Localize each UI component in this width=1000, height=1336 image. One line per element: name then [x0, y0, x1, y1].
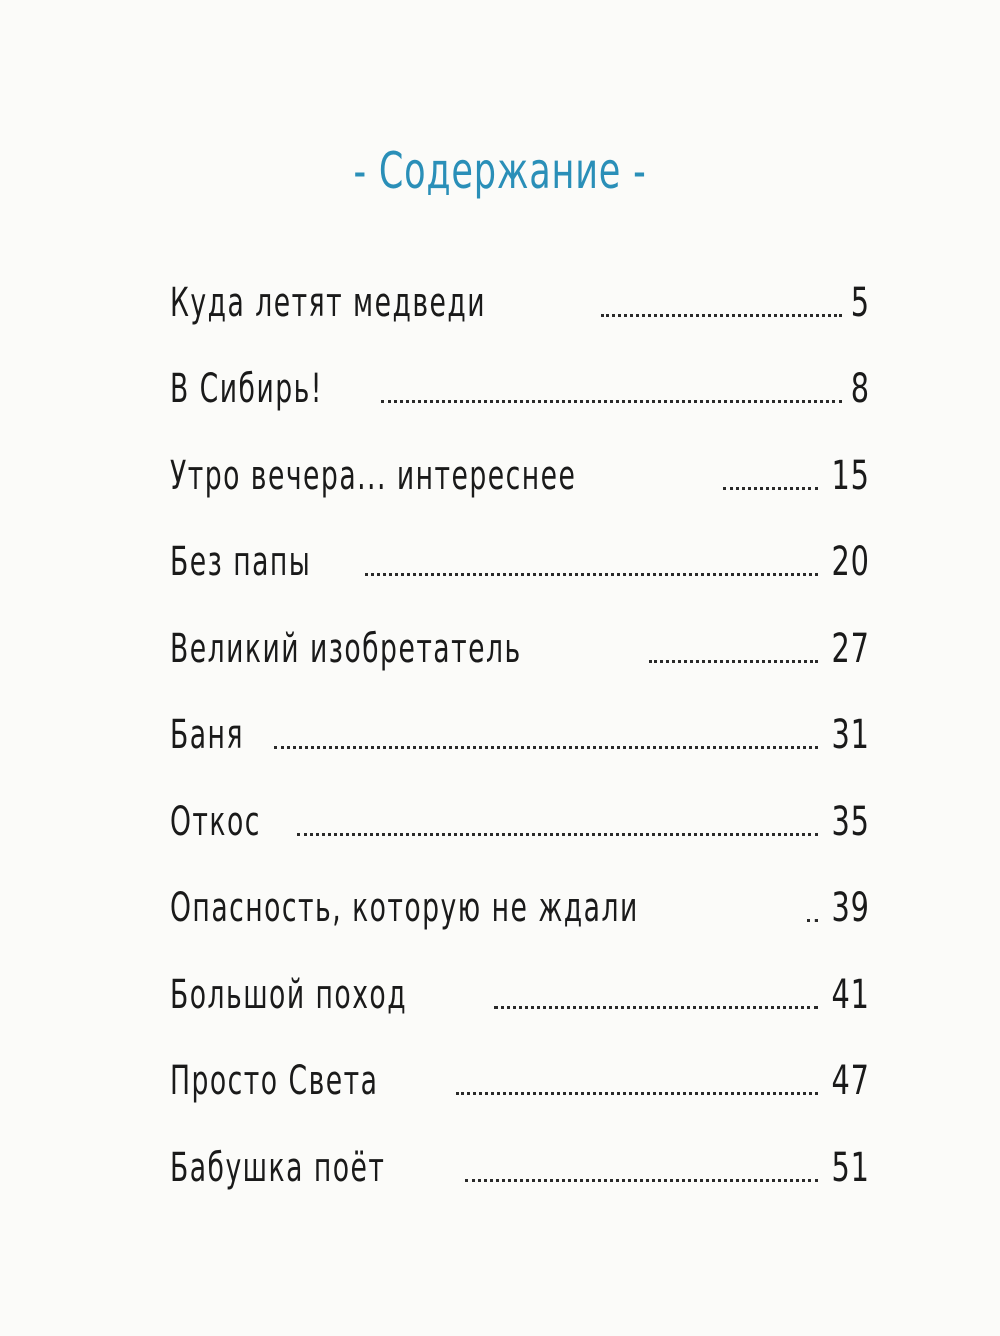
dot-leader [365, 573, 818, 576]
toc-entry-title: Большой поход [170, 971, 408, 1018]
toc-entry-page-number: 31 [831, 712, 870, 758]
toc-entry-page-number: 15 [831, 452, 870, 499]
dot-leader [807, 919, 818, 922]
dot-leader [494, 1006, 818, 1009]
toc-entry[interactable] [170, 755, 870, 845]
dot-leader [465, 1179, 818, 1182]
dot-leader [297, 833, 818, 836]
dot-leader [601, 314, 842, 317]
toc-entry-page-number: 47 [831, 1058, 870, 1104]
toc-entry-page-number: 27 [831, 625, 870, 672]
toc-entry-page-number: 20 [831, 539, 870, 585]
dot-leader [723, 487, 818, 490]
toc-entry-title: Без папы [170, 539, 312, 585]
toc-entry-page-number: 41 [831, 971, 870, 1018]
dot-leader [649, 660, 818, 663]
toc-entry-title: Утро вечера... интереснее [170, 452, 577, 499]
toc-entry-page-number: 39 [831, 885, 870, 931]
toc-entry[interactable] [170, 1101, 870, 1191]
table-of-contents [170, 236, 870, 1191]
toc-entry[interactable] [170, 842, 870, 929]
dot-leader [381, 400, 842, 403]
toc-entry-title: Откос [170, 798, 261, 845]
toc-entry-title: Баня [170, 712, 244, 758]
toc-entry-page-number: 51 [831, 1144, 870, 1191]
toc-entry[interactable] [170, 236, 870, 326]
toc-entry[interactable] [170, 582, 870, 672]
toc-entry-title: Великий изобретатель [170, 625, 522, 672]
toc-entry-title: В Сибирь! [170, 366, 323, 412]
toc-entry-title: Опасность, которую не ждали [170, 885, 639, 931]
page-title: - Содержание - [353, 141, 647, 200]
toc-entry[interactable] [170, 669, 870, 756]
toc-entry-title: Просто Света [170, 1058, 379, 1104]
toc-entry-page-number: 5 [850, 279, 870, 326]
toc-entry-title: Куда летят медведи [170, 279, 487, 326]
dot-leader [274, 746, 818, 749]
toc-entry-title: Бабушка поёт [170, 1144, 386, 1191]
toc-entry-page-number: 35 [831, 798, 870, 845]
toc-entry[interactable] [170, 323, 870, 410]
toc-entry-page-number: 8 [850, 366, 870, 412]
toc-entry[interactable] [170, 496, 870, 583]
dot-leader [456, 1092, 819, 1095]
toc-entry[interactable] [170, 1015, 870, 1102]
toc-entry[interactable] [170, 409, 870, 499]
toc-entry[interactable] [170, 928, 870, 1018]
